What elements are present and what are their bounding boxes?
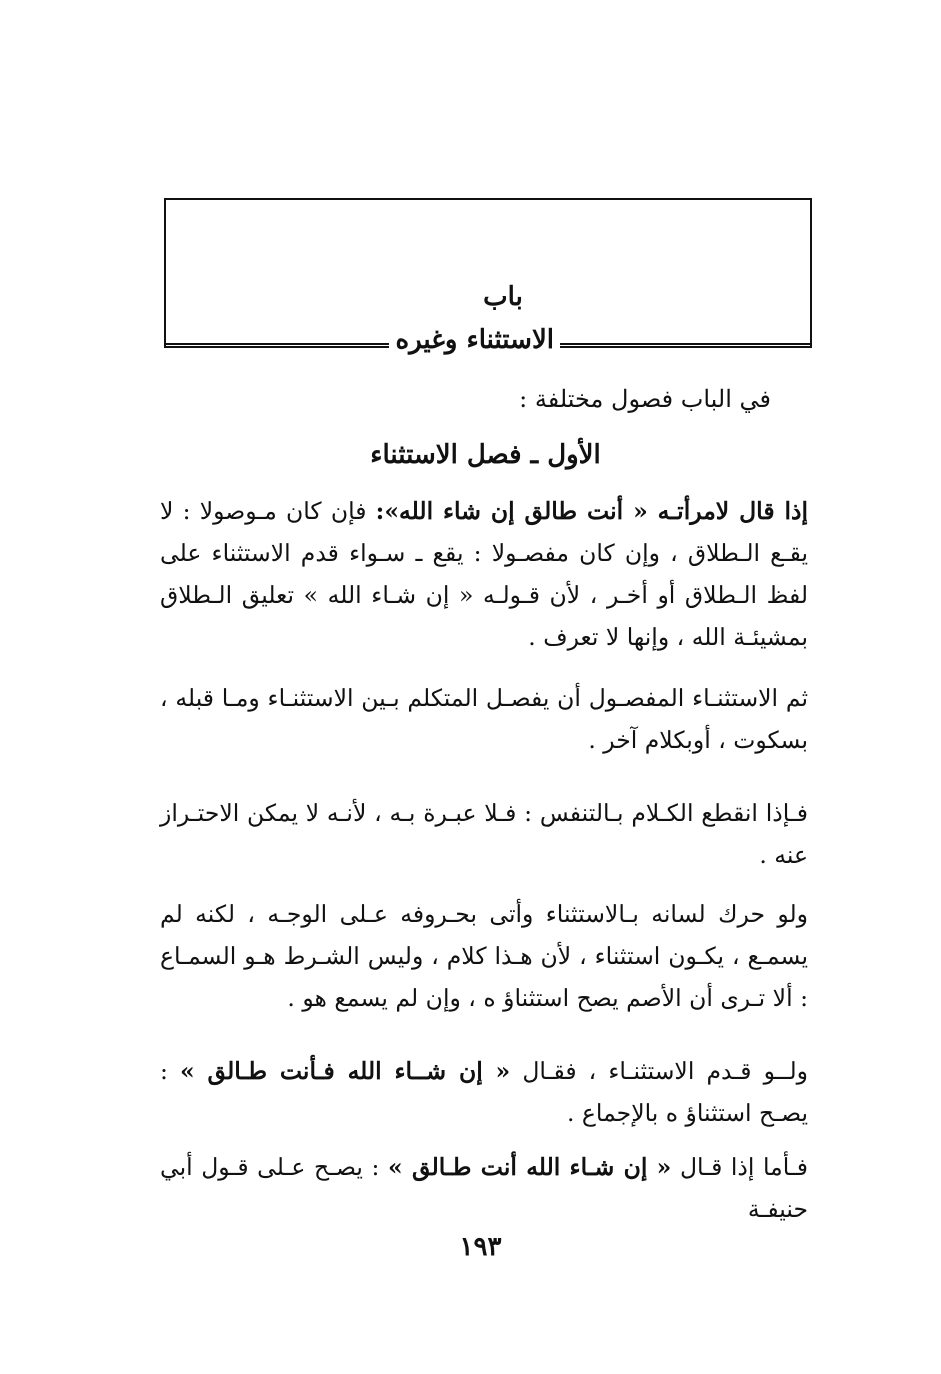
paragraph-6-lead: فـأما إذا قـال xyxy=(671,1153,808,1181)
paragraph-1-bold-lead: إذا قال لامرأتـه « أنت طالق إن شاء الله»: xyxy=(375,497,808,525)
title-rule-right xyxy=(560,343,810,345)
paragraph-3-text: فـإذا انقطع الكـلام بـالتنفس : فـلا عبـرة بـه ، لأنـه لا يمكن الاحتـراز عنه . xyxy=(160,799,808,869)
chapter-label: باب xyxy=(483,282,523,312)
paragraph-2-text: ثم الاستثنـاء المفصـول أن يفصـل المتكلم بـين الاستثنـاء ومـا قبله ، بسكوت ، أوبكلام آخر . xyxy=(160,684,808,754)
page-number: ١٩٣ xyxy=(459,1232,502,1262)
section-heading: الأول ـ فصل الاستثناء xyxy=(370,440,601,470)
chapter-title-row xyxy=(166,320,810,360)
paragraph-5 xyxy=(160,1050,808,1134)
intro-line: في الباب فصول مختلفة : xyxy=(519,385,771,413)
paragraph-6 xyxy=(160,1146,808,1230)
paragraph-2 xyxy=(160,677,808,761)
paragraph-3 xyxy=(160,792,808,876)
paragraph-5-tail: : يصـح استثناؤ ه بالإجماع . xyxy=(160,1057,808,1127)
chapter-title: الاستثناء وغيره xyxy=(389,325,560,355)
paragraph-1-text: فإن كان مـوصولا : لا يقـع الـطلاق ، وإن كان مفصـولا : يقع ـ سـواء قدم الاستثناء على لفظ الـطلاق أو أخـر ، لأن قـولـه « إن شـاء الله » تعليق الـطلاق بمشيئـة الله ، وإنها لا تعرف . xyxy=(160,497,808,651)
chapter-header-box xyxy=(164,198,812,355)
paragraph-5-lead: ولــو قـدم الاستثنـاء ، فقـال xyxy=(510,1057,808,1085)
paragraph-5-bold-quote: « إن شــاء الله فـأنت طـالق » xyxy=(180,1057,511,1085)
paragraph-6-bold-quote: « إن شـاء الله أنت طـالق » xyxy=(388,1153,672,1181)
paragraph-6-tail: : يصـح عـلى قـول أبي حنيفـة xyxy=(160,1153,808,1223)
paragraph-1 xyxy=(160,490,808,658)
title-rule-left xyxy=(166,343,389,345)
paragraph-4-text: ولو حرك لسانه بـالاستثناء وأتى بحـروفه عـلى الوجـه ، لكنه لم يسمـع ، يكـون استثناء ، لأن هـذا كلام ، وليس الشـرط هـو السمـاع : ألا تـرى أن الأصم يصح استثناؤ ه ، وإن لم يسمع هو . xyxy=(160,900,808,1012)
paragraph-4 xyxy=(160,893,808,1019)
